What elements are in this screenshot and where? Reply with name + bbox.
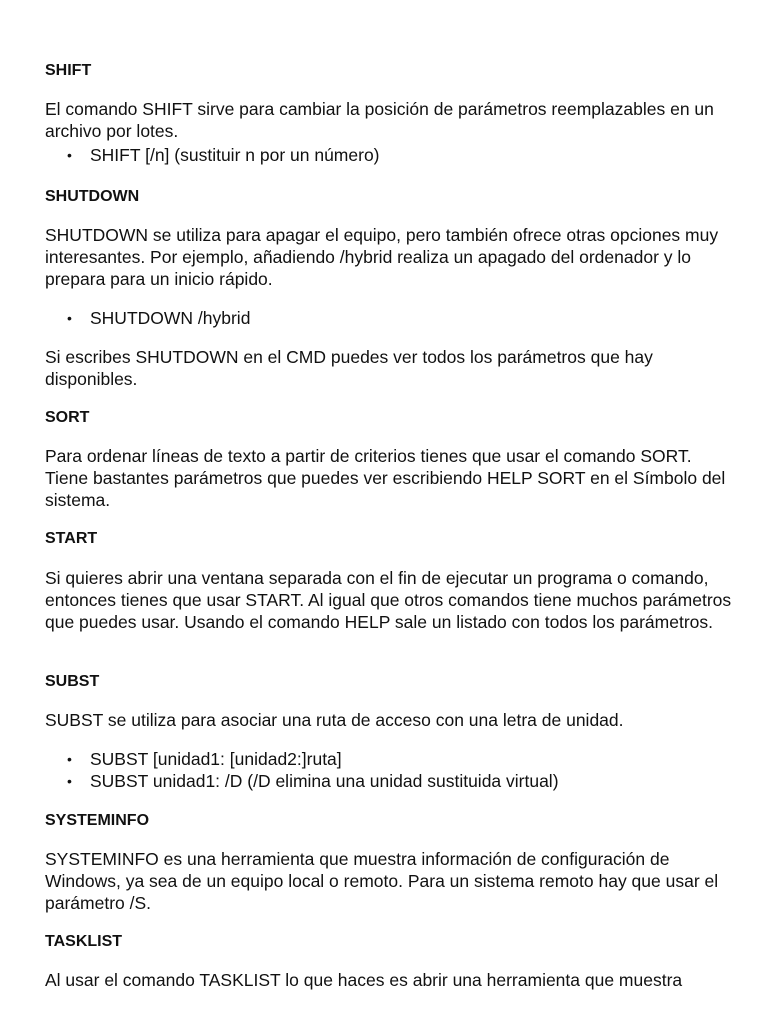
section-start-body [45, 567, 735, 633]
section-heading: SYSTEMINFO [45, 812, 150, 829]
section-subst-bullets [45, 748, 735, 792]
section-subst [45, 672, 735, 692]
section-shift-body [45, 98, 735, 166]
section-shutdown-note [45, 346, 735, 390]
section-heading: TASKLIST [45, 933, 123, 950]
bullet-list [45, 307, 735, 329]
list-item-text: SUBST [unidad1: [unidad2:]ruta] [90, 749, 342, 769]
section-shutdown-bullets [45, 307, 735, 329]
paragraph: SYSTEMINFO es una herramienta que muestra información de configuración de Windows, ya sea de un equipo local o remoto. Para un sistema remoto hay que usar el parámetro /S. [45, 849, 719, 913]
section-shutdown [45, 187, 735, 207]
bullet-icon: • [67, 751, 72, 767]
bullet-icon: • [67, 310, 72, 326]
paragraph: Para ordenar líneas de texto a partir de criterios tienes que usar el comando SORT. Tiene bastantes parámetros que puedes ver escribiendo HELP SORT en el Símbolo del sistema. [45, 446, 726, 510]
paragraph: Al usar el comando TASKLIST lo que haces es abrir una herramienta que muestra [45, 970, 683, 990]
section-heading: SORT [45, 409, 90, 426]
section-heading: SUBST [45, 673, 100, 690]
section-systeminfo [45, 811, 735, 831]
section-heading: START [45, 530, 98, 547]
bullet-icon: • [67, 773, 72, 789]
paragraph: Si quieres abrir una ventana separada con el fin de ejecutar un programa o comando, entonces tienes que usar START. Al igual que otros comandos tiene muchos parámetros que puedes usar. Usando el comando HELP sale un listado con todos los parámetros. [45, 568, 732, 632]
bullet-icon: • [67, 147, 72, 163]
paragraph: SUBST se utiliza para asociar una ruta de acceso con una letra de unidad. [45, 710, 624, 730]
section-heading: SHUTDOWN [45, 188, 140, 205]
paragraph: SHUTDOWN se utiliza para apagar el equipo, pero también ofrece otras opciones muy interesantes. Por ejemplo, añadiendo /hybrid realiza un apagado del ordenador y lo prepara para un inicio rápido. [45, 225, 719, 289]
section-shutdown-body [45, 224, 735, 290]
section-subst-body [45, 709, 735, 731]
section-systeminfo-body [45, 848, 735, 914]
section-tasklist-body [45, 969, 735, 991]
list-item-text: SHUTDOWN /hybrid [90, 308, 251, 328]
section-sort-body [45, 445, 735, 511]
section-start [45, 529, 735, 549]
paragraph: El comando SHIFT sirve para cambiar la posición de parámetros reemplazables en un archivo por lotes. [45, 99, 714, 141]
list-item-text: SUBST unidad1: /D (/D elimina una unidad sustituida virtual) [90, 771, 559, 791]
list-item [45, 770, 735, 792]
list-item [45, 748, 735, 770]
list-item-text: SHIFT [/n] (sustituir n por un número) [90, 145, 380, 165]
section-shift [45, 61, 735, 81]
bullet-list [45, 144, 735, 166]
paragraph: Si escribes SHUTDOWN en el CMD puedes ver todos los parámetros que hay disponibles. [45, 347, 653, 389]
list-item [45, 307, 735, 329]
list-item [45, 144, 735, 166]
section-heading: SHIFT [45, 62, 92, 79]
section-tasklist [45, 932, 735, 952]
section-sort [45, 408, 735, 428]
bullet-list [45, 748, 735, 792]
